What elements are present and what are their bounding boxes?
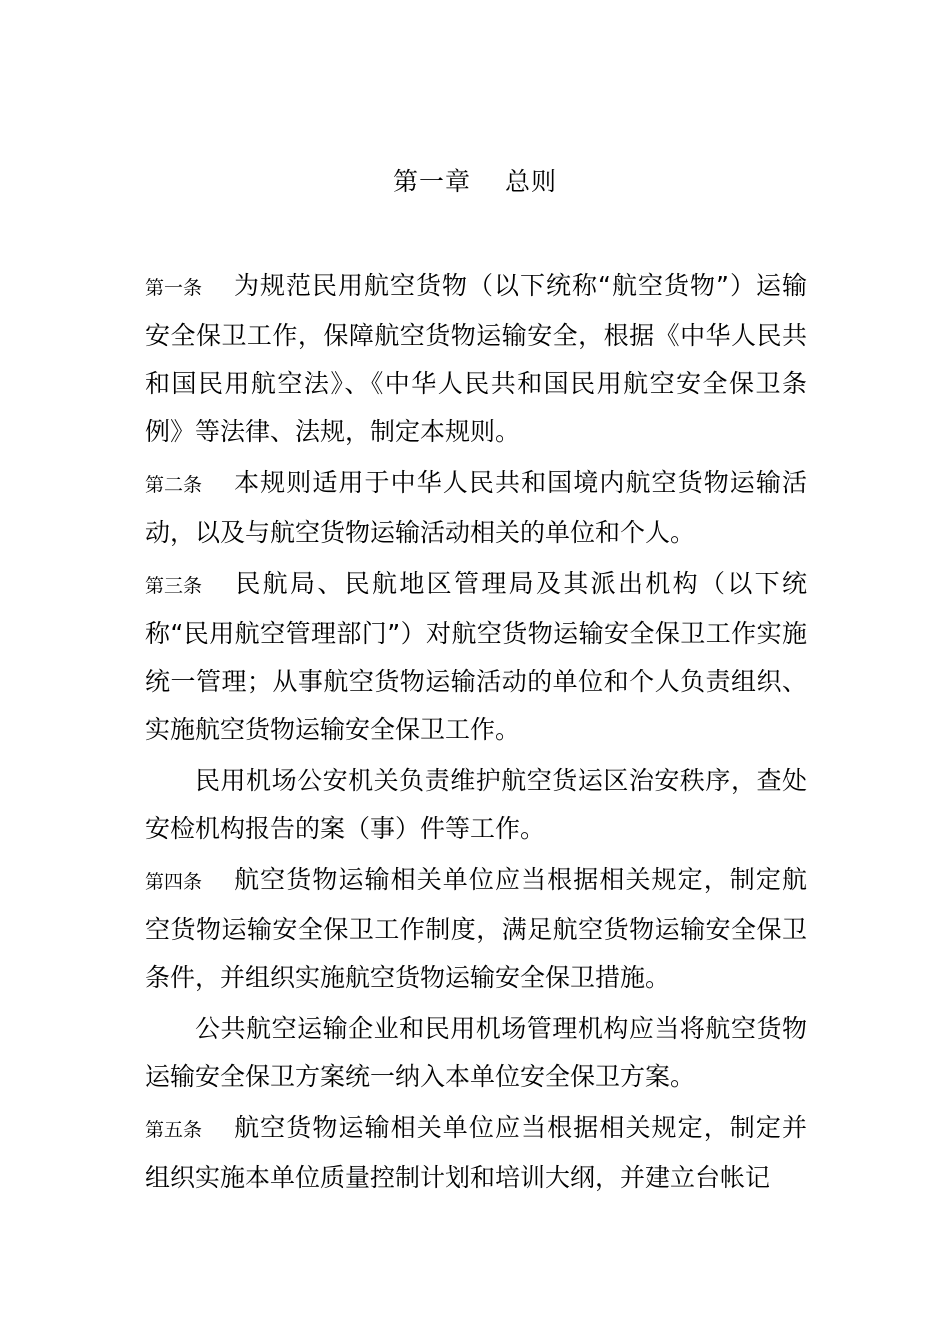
chapter-heading bbox=[0, 162, 950, 202]
article-2 bbox=[145, 459, 807, 557]
article-text: 航空货物运输相关单位应当根据相关规定，制定并组织实施本单位质量控制计划和培训大纲，并建立台帐记 bbox=[145, 1113, 807, 1192]
article-label: 第三条 bbox=[145, 575, 203, 597]
article-label: 第一条 bbox=[145, 277, 203, 299]
article-text: 航空货物运输相关单位应当根据相关规定，制定航空货物运输安全保卫工作制度，满足航空货物运输安全保卫条件，并组织实施航空货物运输安全保卫措施。 bbox=[145, 865, 807, 992]
paragraph-text: 公共航空运输企业和民用机场管理机构应当将航空货物运输安全保卫方案统一纳入本单位安全保卫方案。 bbox=[145, 1014, 807, 1091]
article-3 bbox=[145, 560, 807, 754]
article-text: 为规范民用航空货物（以下统称“航空货物”）运输安全保卫工作，保障航空货物运输安全，根据《中华人民共和国民用航空法》、《中华人民共和国民用航空安全保卫条例》等法律、法规，制定本规则。 bbox=[145, 271, 807, 446]
article-label: 第二条 bbox=[145, 474, 203, 496]
article-4 bbox=[145, 856, 807, 1002]
paragraph-text: 民用机场公安机关负责维护航空货运区治安秩序，查处安检机构报告的案（事）件等工作。 bbox=[145, 766, 807, 843]
article-text: 本规则适用于中华人民共和国境内航空货物运输活动，以及与航空货物运输活动相关的单位和个人。 bbox=[145, 468, 807, 547]
article-5 bbox=[145, 1104, 807, 1202]
document-body bbox=[145, 262, 807, 1205]
article-label: 第四条 bbox=[145, 871, 203, 893]
article-label: 第五条 bbox=[145, 1119, 203, 1141]
article-3-paragraph-2 bbox=[145, 757, 807, 853]
article-text: 民航局、民航地区管理局及其派出机构（以下统称“民用航空管理部门”）对航空货物运输安全保卫工作实施统一管理；从事航空货物运输活动的单位和个人负责组织、实施航空货物运输安全保卫工作。 bbox=[145, 569, 807, 744]
article-4-paragraph-2 bbox=[145, 1005, 807, 1101]
article-1 bbox=[145, 262, 807, 456]
chapter-title: 总则 bbox=[505, 167, 558, 196]
chapter-number: 第一章 bbox=[392, 167, 471, 196]
